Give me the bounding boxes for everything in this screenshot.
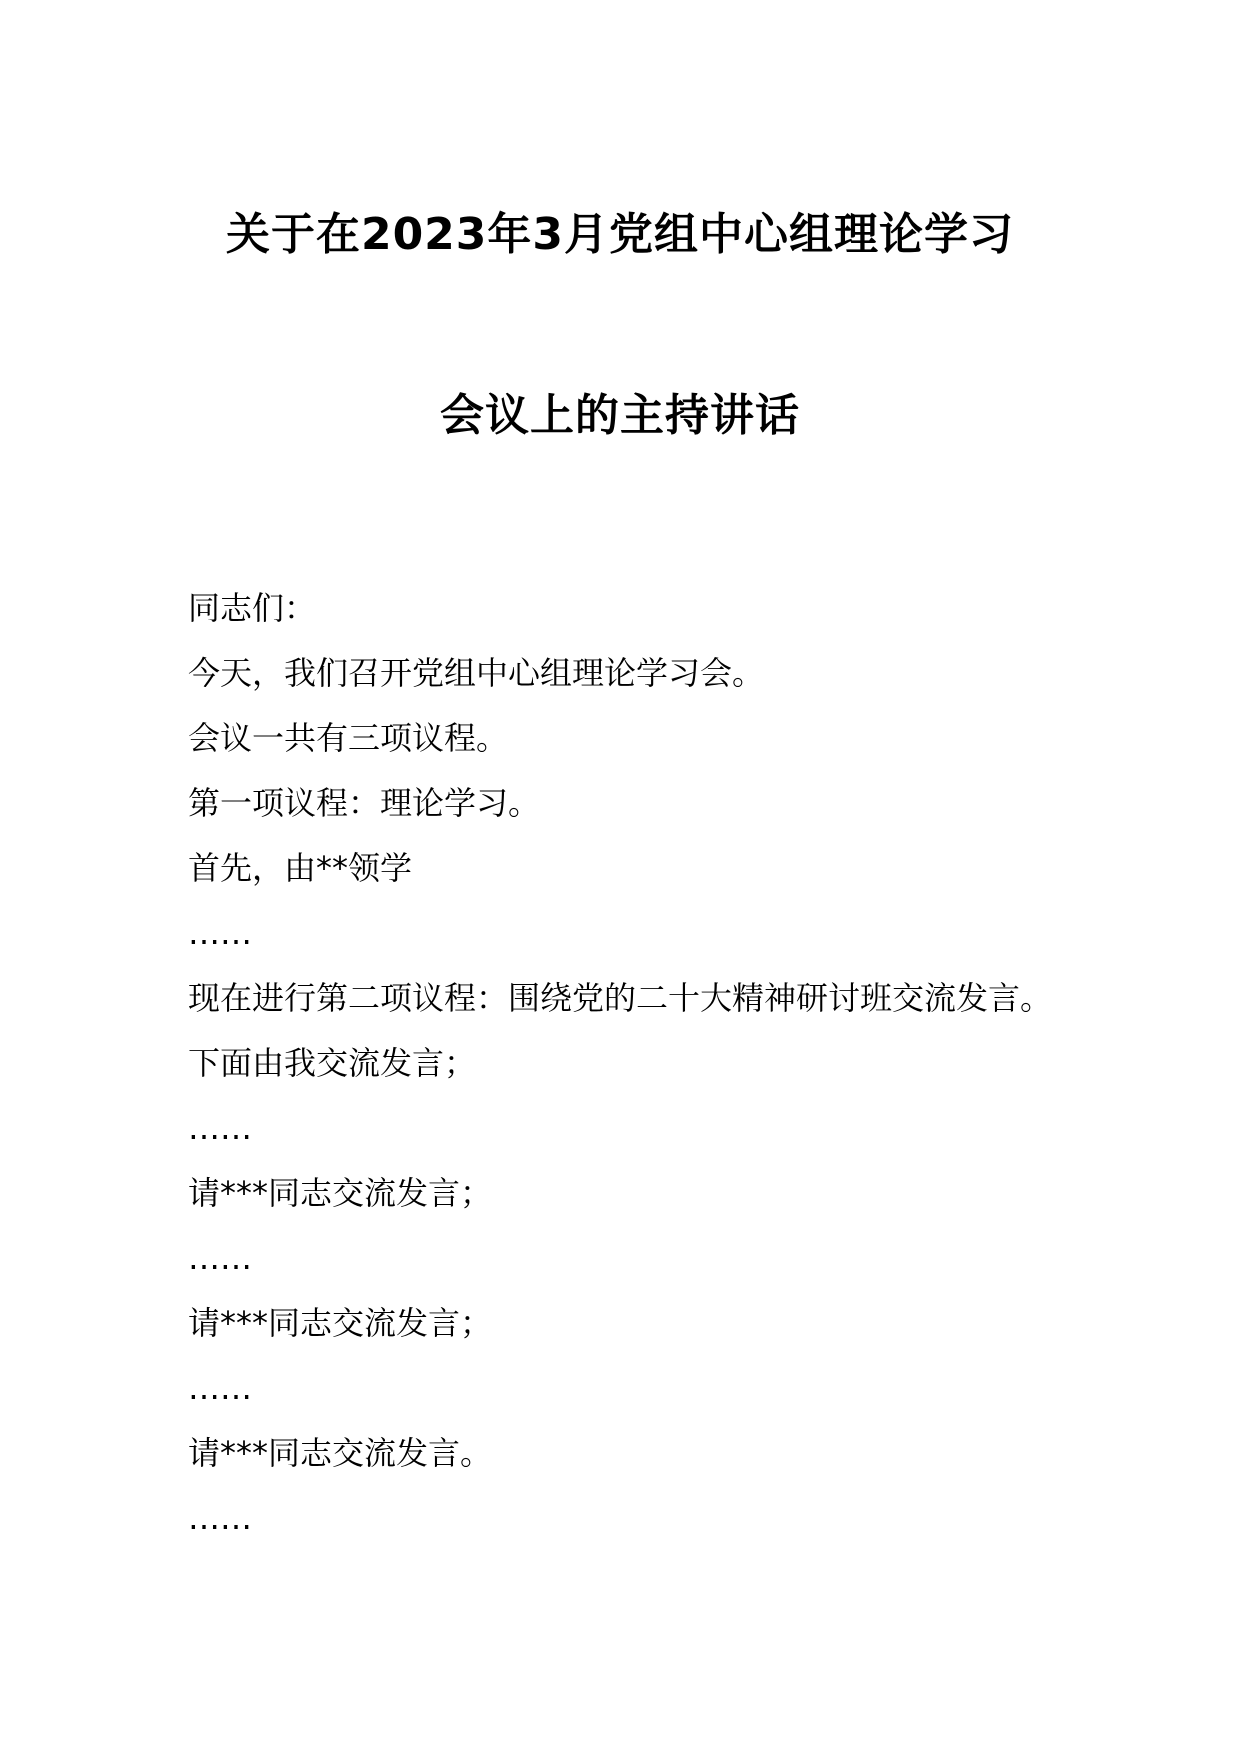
paragraph-lead-study: 首先，由**领学 [188, 849, 413, 887]
paragraph-agenda-item-2: 现在进行第二项议程：围绕党的二十大精神研讨班交流发言。下面由我交流发言； [188, 979, 1053, 1082]
paragraph-agenda-item-1: 第一项议程：理论学习。 [188, 784, 541, 822]
paragraph-ellipsis: …… [188, 1369, 252, 1407]
paragraph-ellipsis: …… [188, 1499, 252, 1537]
document-title-line-1: 关于在2023年3月党组中心组理论学习 [225, 209, 1015, 260]
document-body [188, 576, 1068, 1551]
paragraph-ellipsis: …… [188, 914, 252, 952]
paragraph-salutation: 同志们： [188, 589, 317, 627]
paragraph-agenda-count: 会议一共有三项议程。 [188, 719, 509, 757]
paragraph-speaker-invite: 请***同志交流发言； [188, 1304, 493, 1342]
paragraph-speaker-invite: 请***同志交流发言。 [188, 1434, 493, 1472]
paragraph-opening: 今天，我们召开党组中心组理论学习会。 [188, 654, 765, 692]
paragraph-speaker-invite: 请***同志交流发言； [188, 1174, 493, 1212]
paragraph-ellipsis: …… [188, 1239, 252, 1277]
document-title-line-2: 会议上的主持讲话 [440, 390, 800, 441]
paragraph-ellipsis: …… [188, 1109, 252, 1147]
